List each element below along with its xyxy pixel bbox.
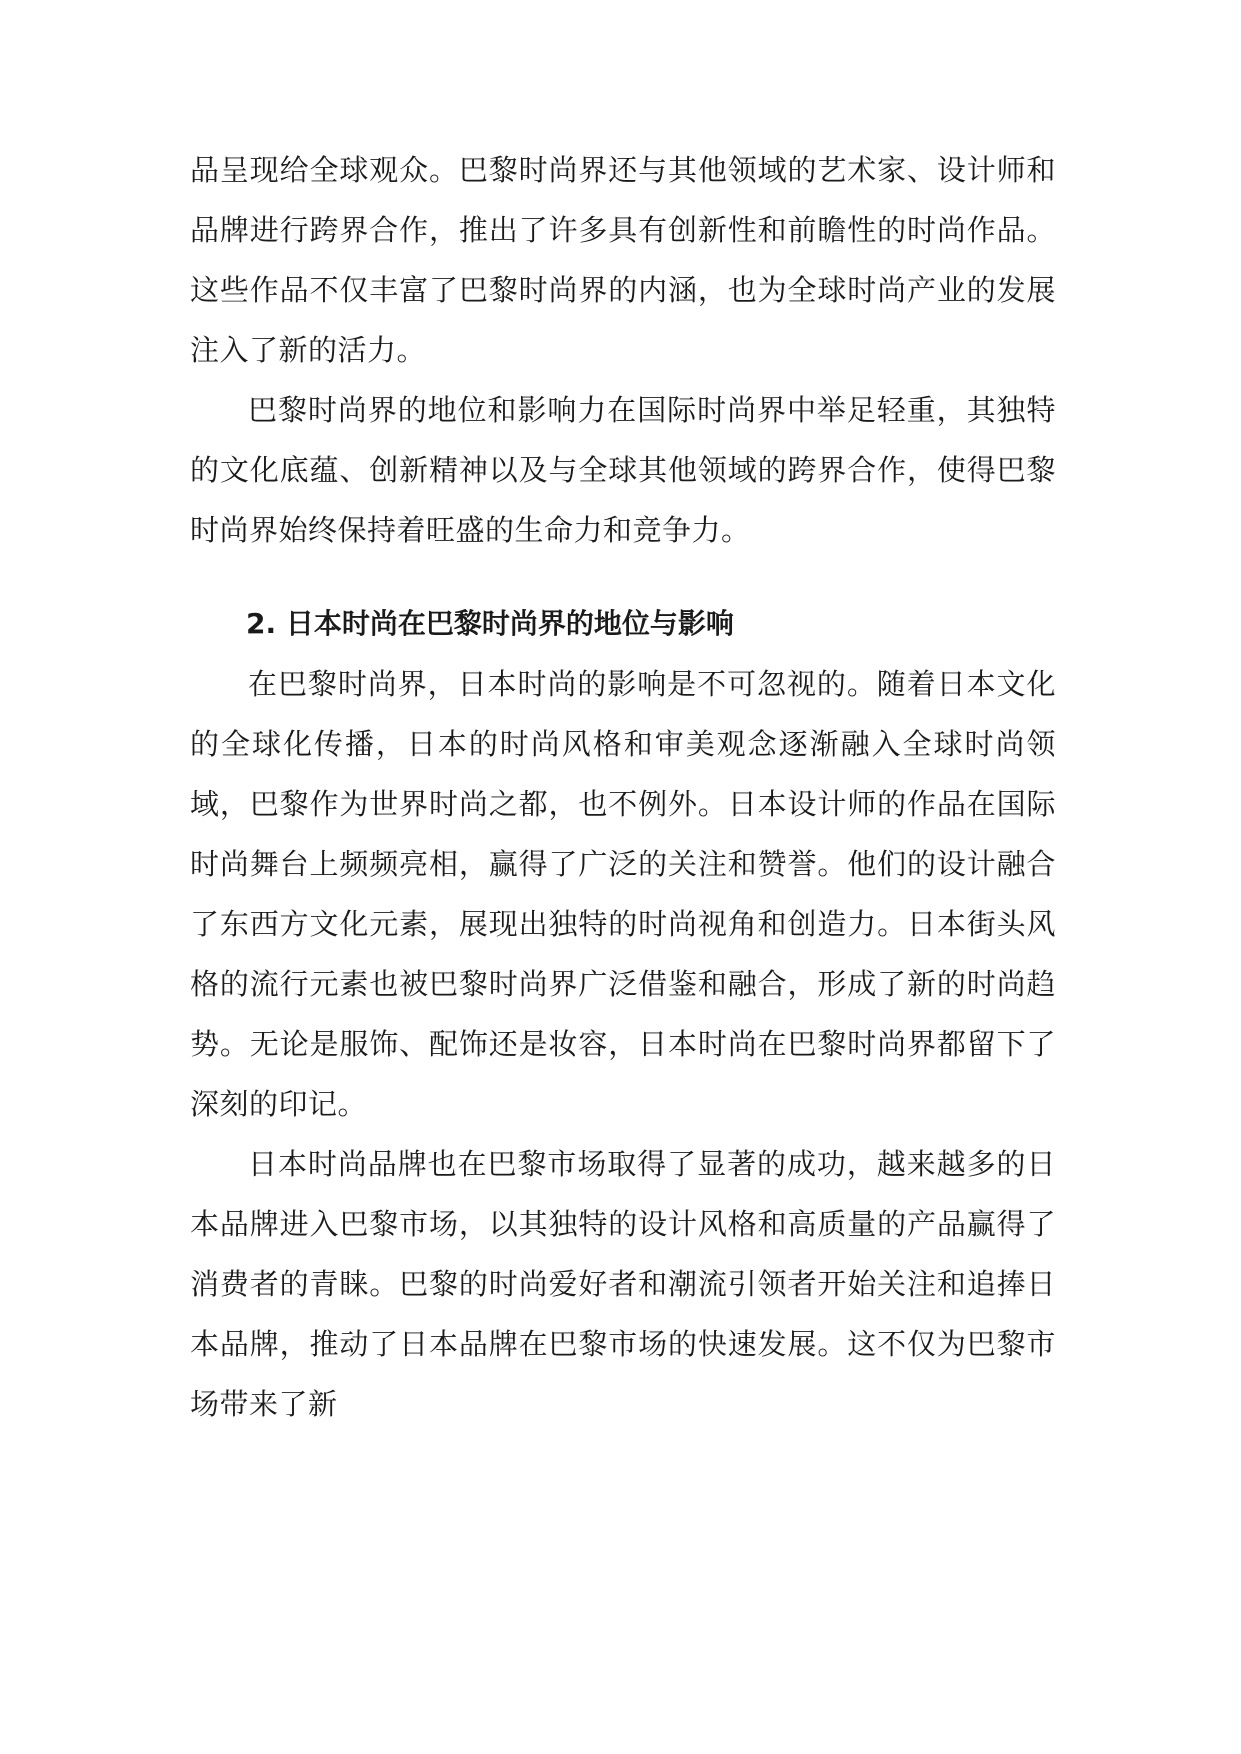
document-page [190, 140, 1056, 1434]
paragraph-paris-status: 巴黎时尚界的地位和影响力在国际时尚界中举足轻重，其独特的文化底蕴、创新精神以及与全球其他领域的跨界合作，使得巴黎时尚界始终保持着旺盛的生命力和竞争力。 [190, 393, 1056, 547]
paragraph-japanese-brands: 日本时尚品牌也在巴黎市场取得了显著的成功，越来越多的日本品牌进入巴黎市场，以其独特的设计风格和高质量的产品赢得了消费者的青睐。巴黎的时尚爱好者和潮流引领者开始关注和追捧日本品牌，推动了日本品牌在巴黎市场的快速发展。这不仅为巴黎市场带来了新 [190, 1147, 1056, 1421]
section-heading: 2. 日本时尚在巴黎时尚界的地位与影响 [246, 607, 734, 640]
paragraph-continuation: 品呈现给全球观众。巴黎时尚界还与其他领域的艺术家、设计师和品牌进行跨界合作，推出了许多具有创新性和前瞻性的时尚作品。这些作品不仅丰富了巴黎时尚界的内涵，也为全球时尚产业的发展注入了新的活力。 [190, 153, 1056, 367]
paragraph-japanese-influence: 在巴黎时尚界，日本时尚的影响是不可忽视的。随着日本文化的全球化传播，日本的时尚风格和审美观念逐渐融入全球时尚领域，巴黎作为世界时尚之都，也不例外。日本设计师的作品在国际时尚舞台上频频亮相，赢得了广泛的关注和赞誉。他们的设计融合了东西方文化元素，展现出独特的时尚视角和创造力。日本街头风格的流行元素也被巴黎时尚界广泛借鉴和融合，形成了新的时尚趋势。无论是服饰、配饰还是妆容，日本时尚在巴黎时尚界都留下了深刻的印记。 [190, 667, 1056, 1121]
section-spacer [190, 560, 1056, 594]
